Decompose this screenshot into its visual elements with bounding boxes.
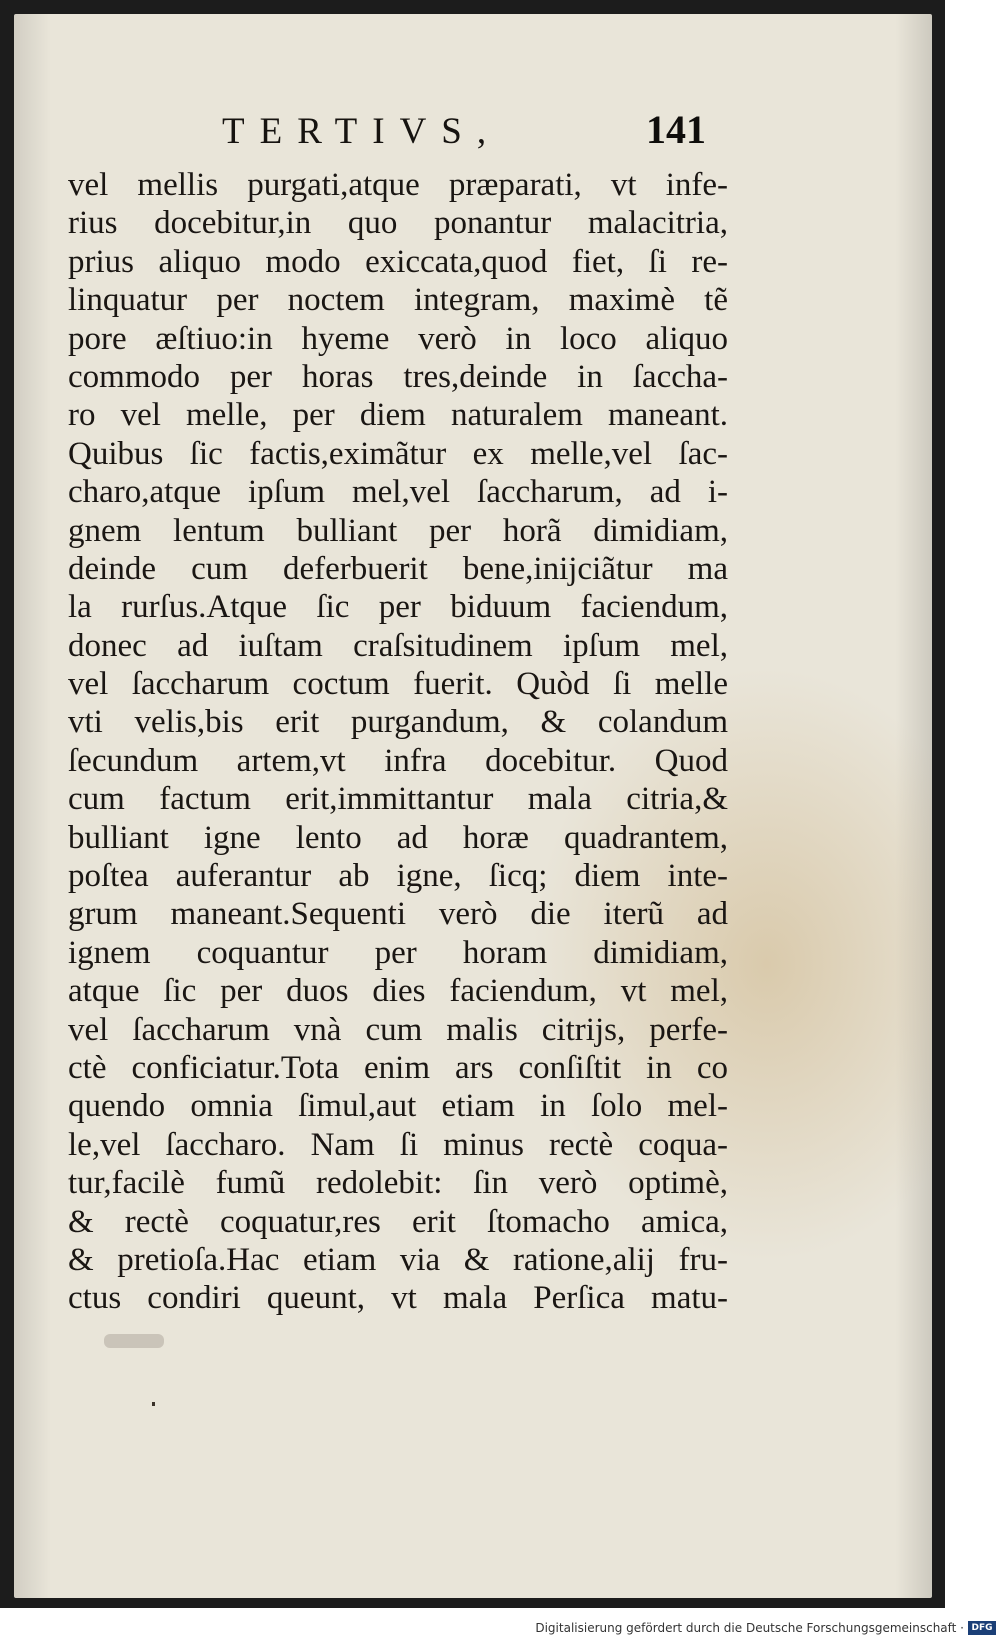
book-page xyxy=(14,14,932,1598)
text-line: ſecundum artem,vt infra docebitur. Quod xyxy=(68,742,728,779)
text-line: cum factum erit,immittantur mala citria,& xyxy=(68,781,728,818)
text-line: commodo per horas tres,deinde in ſaccha- xyxy=(68,358,728,395)
running-head xyxy=(14,107,932,160)
text-line: atque ſic per duos dies faciendum, vt mel, xyxy=(68,973,728,1010)
text-line: & pretioſa.Hac etiam via & ratione,alij fru- xyxy=(68,1241,728,1278)
text-line: gnem lentum bulliant per horã dimidiam, xyxy=(68,512,728,549)
text-line: ctè conficiatur.Tota enim ars conſiſtit in co xyxy=(68,1049,728,1086)
text-line: Quibus ſic factis,eximãtur ex melle,vel ſac- xyxy=(68,435,728,472)
text-line: deinde cum deferbuerit bene,inijciãtur ma xyxy=(68,550,728,587)
text-line: pore æſtiuo:in hyeme verò in loco aliquo xyxy=(68,320,728,357)
text-line: ro vel melle, per diem naturalem maneant. xyxy=(68,397,728,434)
text-line: la rurſus.Atque ſic per biduum faciendum, xyxy=(68,589,728,626)
ink-speck xyxy=(152,1402,155,1406)
dfg-logo: DFG xyxy=(968,1621,996,1635)
footer-bar xyxy=(0,1618,1000,1641)
text-line: poſtea auferantur ab igne, ſicq; diem inte- xyxy=(68,858,728,895)
text-line: le,vel ſaccharo. Nam ſi minus rectè coqua- xyxy=(68,1126,728,1163)
body-text xyxy=(68,166,748,1318)
text-line: bulliant igne lento ad horæ quadrantem, xyxy=(68,819,728,856)
text-line: tur,facilè fumũ redolebit: ſin verò optimè, xyxy=(68,1165,728,1202)
text-line: linquatur per noctem integram, maximè tẽ xyxy=(68,282,728,319)
text-line: charo,atque ipſum mel,vel ſaccharum, ad i- xyxy=(68,474,728,511)
text-line: vel ſaccharum coctum fuerit. Quòd ſi melle xyxy=(68,666,728,703)
text-line: grum maneant.Sequenti verò die iterũ ad xyxy=(68,896,728,933)
page-number: 141 xyxy=(646,107,706,152)
text-line: rius docebitur,in quo ponantur malacitria, xyxy=(68,205,728,242)
text-line: ignem coquantur per horam dimidiam, xyxy=(68,934,728,971)
running-head-title: TERTIVS, xyxy=(222,111,502,152)
text-line: quendo omnia ſimul,aut etiam in ſolo mel- xyxy=(68,1088,728,1125)
catchword-smudge xyxy=(104,1334,164,1348)
text-line: prius aliquo modo exiccata,quod fiet, ſi re- xyxy=(68,243,728,280)
funding-credit: Digitalisierung gefördert durch die Deutsche Forschungsgemeinschaft · xyxy=(535,1621,964,1635)
text-line: donec ad iuſtam craſsitudinem ipſum mel, xyxy=(68,627,728,664)
text-line: ctus condiri queunt, vt mala Perſica matu- xyxy=(68,1280,728,1317)
text-line: vel ſaccharum vnà cum malis citrijs, perfe- xyxy=(68,1011,728,1048)
text-line: vti velis,bis erit purgandum, & colandum xyxy=(68,704,728,741)
text-line: & rectè coquatur,res erit ſtomacho amica, xyxy=(68,1203,728,1240)
text-line: vel mellis purgati,atque præparati, vt infe- xyxy=(68,167,728,203)
